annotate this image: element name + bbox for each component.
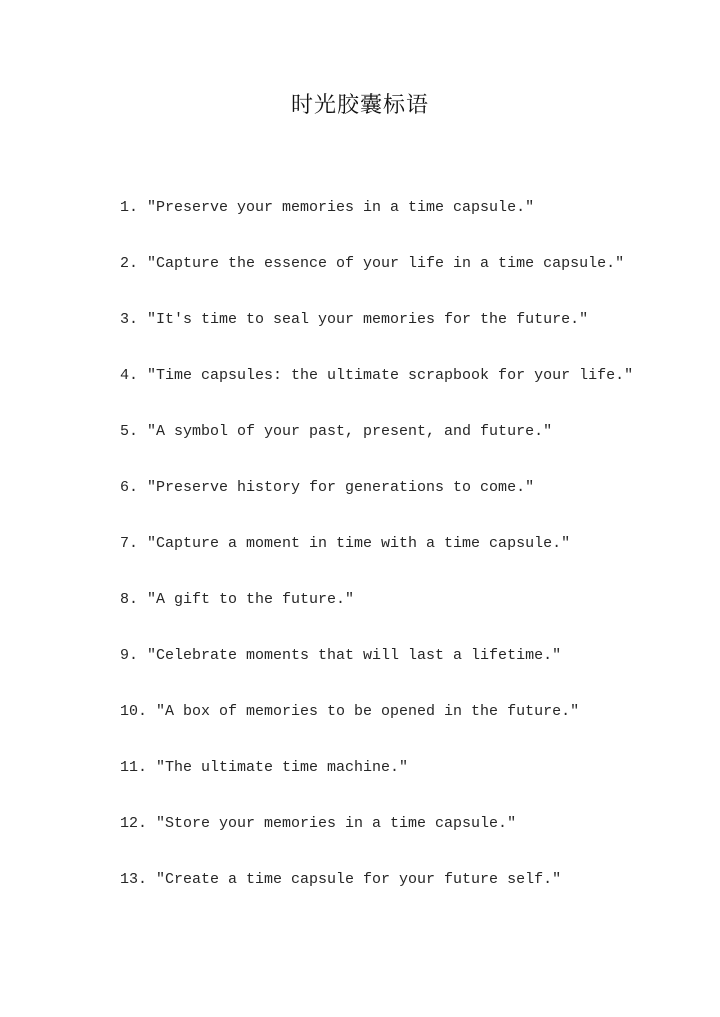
slogan-item-4: 4. "Time capsules: the ultimate scrapbook for your life." [120, 367, 634, 384]
slogan-item-13: 13. "Create a time capsule for your future self." [120, 871, 562, 888]
slogan-list [120, 194, 680, 922]
slogan-item-7: 7. "Capture a moment in time with a time capsule." [120, 535, 571, 552]
slogan-item-3: 3. "It's time to seal your memories for the future." [120, 311, 589, 328]
slogan-item-8: 8. "A gift to the future." [120, 591, 355, 608]
slogan-item-9: 9. "Celebrate moments that will last a lifetime." [120, 647, 562, 664]
slogan-item-11: 11. "The ultimate time machine." [120, 759, 409, 776]
slogan-item-12: 12. "Store your memories in a time capsule." [120, 815, 517, 832]
slogan-item-2: 2. "Capture the essence of your life in a time capsule." [120, 255, 625, 272]
slogan-item-5: 5. "A symbol of your past, present, and future." [120, 423, 553, 440]
page-title: 时光胶囊标语 [290, 93, 429, 118]
slogan-item-10: 10. "A box of memories to be opened in the future." [120, 703, 580, 720]
slogan-item-6: 6. "Preserve history for generations to come." [120, 479, 535, 496]
slogan-item-1: 1. "Preserve your memories in a time capsule." [120, 199, 535, 216]
